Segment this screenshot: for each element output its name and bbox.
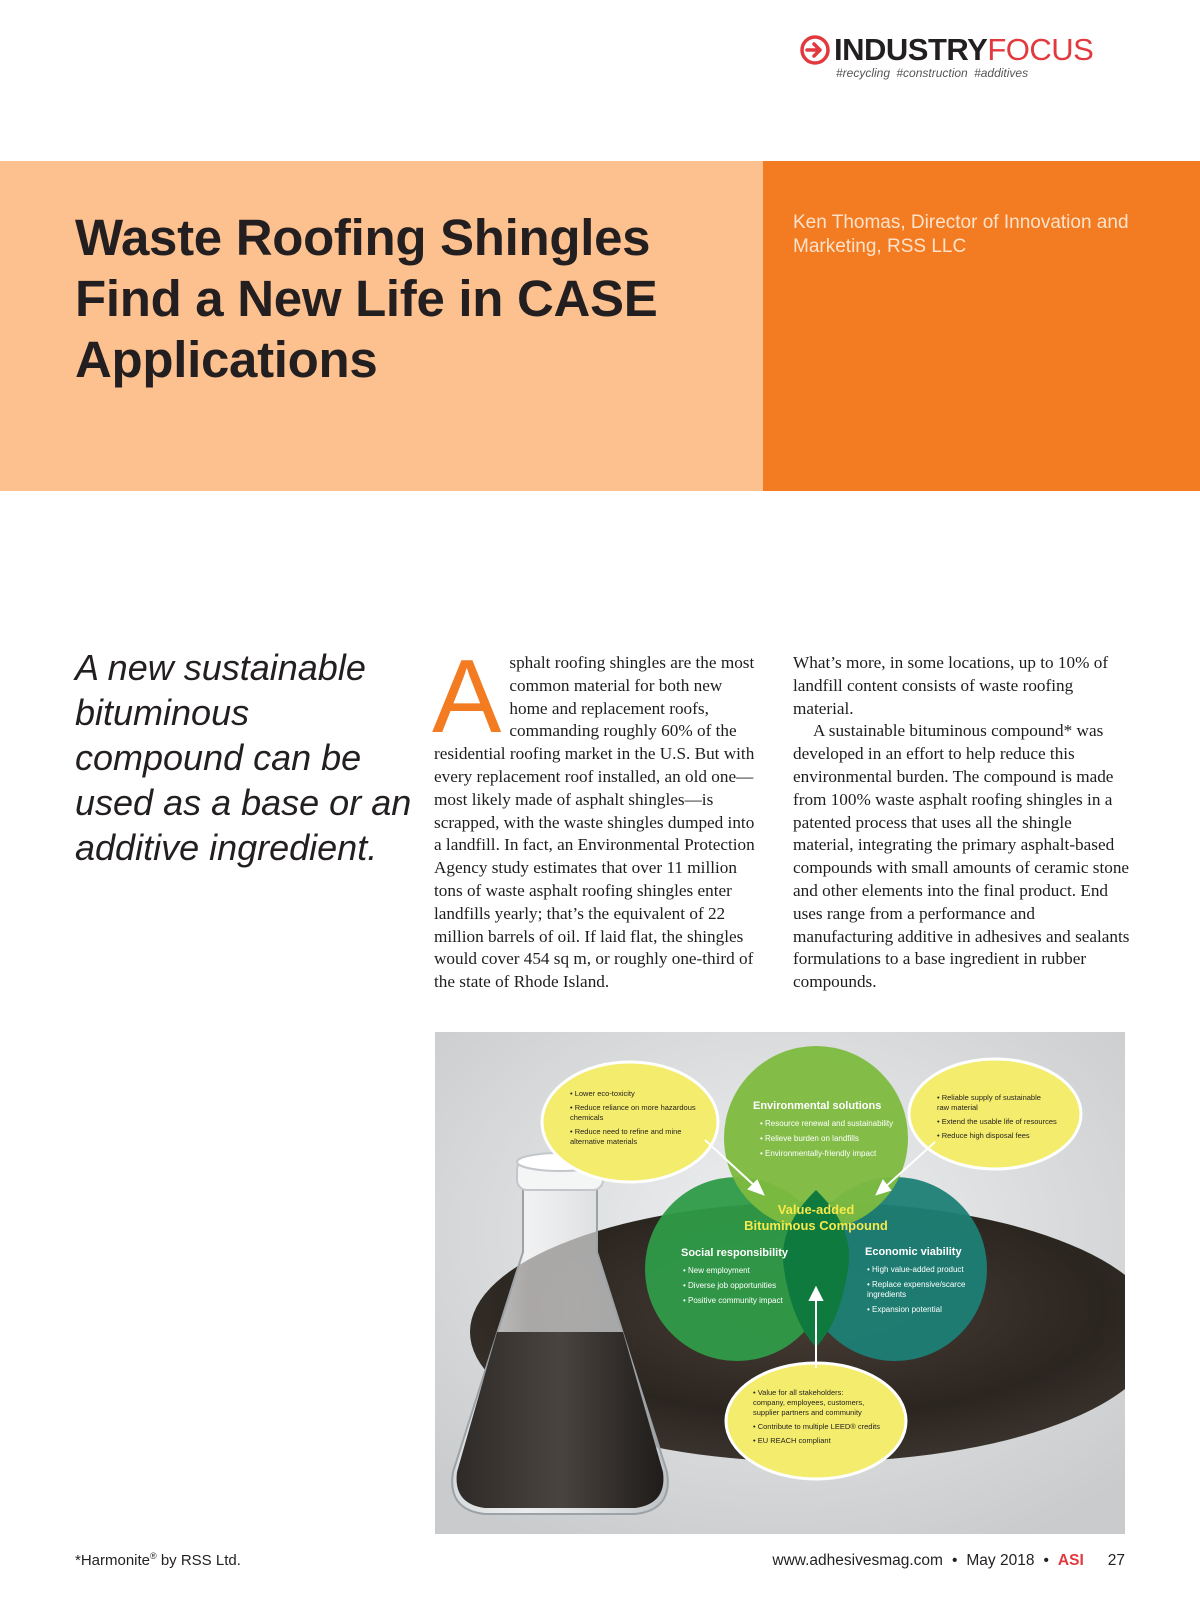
bottom-item-1: • Value for all stakeholders: (753, 1388, 844, 1397)
social-item-1: • New employment (683, 1266, 750, 1275)
magazine-name: ASI (1057, 1552, 1084, 1569)
tr-item-4: • Reduce high disposal fees (937, 1131, 1030, 1140)
article-deck: A new sustainable bituminous compound can be used as a base or an additive ingredient. (75, 647, 412, 868)
env-item-3: • Environmentally-friendly impact (760, 1149, 877, 1158)
issue-date: May 2018 (966, 1552, 1035, 1569)
bubble-top-right (909, 1059, 1081, 1169)
social-item-3: • Positive community impact (683, 1296, 783, 1305)
tl-item-4: • Reduce need to refine and mine (570, 1127, 682, 1136)
env-title: Environmental solutions (753, 1100, 882, 1112)
article-byline: Ken Thomas, Director of Innovation and Marketing, RSS LLC (793, 212, 1129, 257)
bottom-item-5: • EU REACH compliant (753, 1436, 831, 1445)
value-diagram-figure (435, 1032, 1125, 1534)
page-number: 27 (1107, 1552, 1125, 1569)
economic-title: Economic viability (865, 1246, 962, 1258)
tl-item-1: • Lower eco-toxicity (570, 1089, 635, 1098)
website-link[interactable]: www.adhesivesmag.com (772, 1552, 943, 1569)
logo-word-industry: INDUSTRY (834, 32, 988, 67)
footnote-main: *Harmonite (75, 1552, 151, 1569)
body-paragraph-1: sphalt roofing shingles are the most common material for both new home and replacement roofs, commanding roughly 60% of the residential roofing market in the U.S. But with every replacement roof installed, an old one—most likely made of asphalt shingles—is scrapped, with the waste shingles dumped into a landfill. In fact, an Environmental Protection Agency study estimates that over 11 million tons of waste asphalt roofing shingles enter landfills yearly; that’s the equivalent of 22 million barrels of oil. If laid flat, the shingles would cover 454 sq m, or roughly one-third of the state of Rhode Island. (434, 653, 755, 992)
tl-item-5: alternative materials (570, 1137, 638, 1146)
footnote-rest: by RSS Ltd. (156, 1552, 241, 1569)
tr-item-3: • Extend the usable life of resources (937, 1117, 1057, 1126)
footnote (75, 1551, 241, 1569)
social-title: Social responsibility (681, 1247, 788, 1259)
body-column-1 (432, 639, 764, 994)
social-item-2: • Diverse job opportunities (683, 1281, 777, 1290)
bottom-item-3: supplier partners and community (753, 1408, 862, 1417)
logo-word-focus: FOCUS (987, 32, 1094, 67)
tr-item-1: • Reliable supply of sustainable (937, 1093, 1041, 1102)
env-item-2: • Relieve burden on landfills (760, 1134, 859, 1143)
hashtags: #recycling #construction #additives (836, 66, 1029, 80)
economic-item-4: • Expansion potential (867, 1305, 942, 1314)
env-item-1: • Resource renewal and sustainability (760, 1119, 894, 1128)
tr-item-2: raw material (937, 1103, 978, 1112)
registered-mark: ® (150, 1551, 157, 1561)
tl-item-3: chemicals (570, 1113, 604, 1122)
folio (772, 1552, 1125, 1570)
body-paragraph-3: A sustainable bituminous compound* was developed in an effort to help reduce this environmental burden. The compound is made from 100% waste asphalt roofing shingles in a patented process that uses all the shingle material, integrating the primary asphalt-based compounds with small amounts of ceramic stone and other elements into the final product. End uses range from a performance and manufacturing additive in adhesives and sealants formulations to a base ingredient in rubber compounds. (793, 721, 1130, 992)
body-paragraph-2: What’s more, in some locations, up to 10% of landfill content consists of waste roofing material. (793, 653, 1109, 718)
center-label-line2: Bituminous Compound (744, 1218, 888, 1233)
economic-item-2: • Replace expensive/scarce (867, 1280, 966, 1289)
bullet-separator: • (951, 1552, 958, 1569)
center-label-line1: Value-added (777, 1202, 855, 1217)
industry-focus-logo (800, 33, 1130, 83)
tl-item-2: • Reduce reliance on more hazardous (570, 1103, 696, 1112)
arrow-circle-icon (800, 35, 830, 65)
value-diagram-svg (435, 1032, 1125, 1534)
bottom-item-4: • Contribute to multiple LEED® credits (753, 1422, 880, 1431)
article-headline: Waste Roofing Shingles Find a New Life in CASE Applications (75, 209, 658, 388)
bubble-bottom (726, 1363, 906, 1479)
bullet-separator: • (1043, 1552, 1049, 1569)
economic-item-3: ingredients (867, 1290, 907, 1299)
economic-item-1: • High value-added product (867, 1265, 964, 1274)
drop-cap: A (432, 639, 502, 755)
body-column-2 (793, 652, 1133, 994)
bottom-item-2: company, employees, customers, (753, 1398, 865, 1407)
bubble-top-left (542, 1062, 718, 1182)
